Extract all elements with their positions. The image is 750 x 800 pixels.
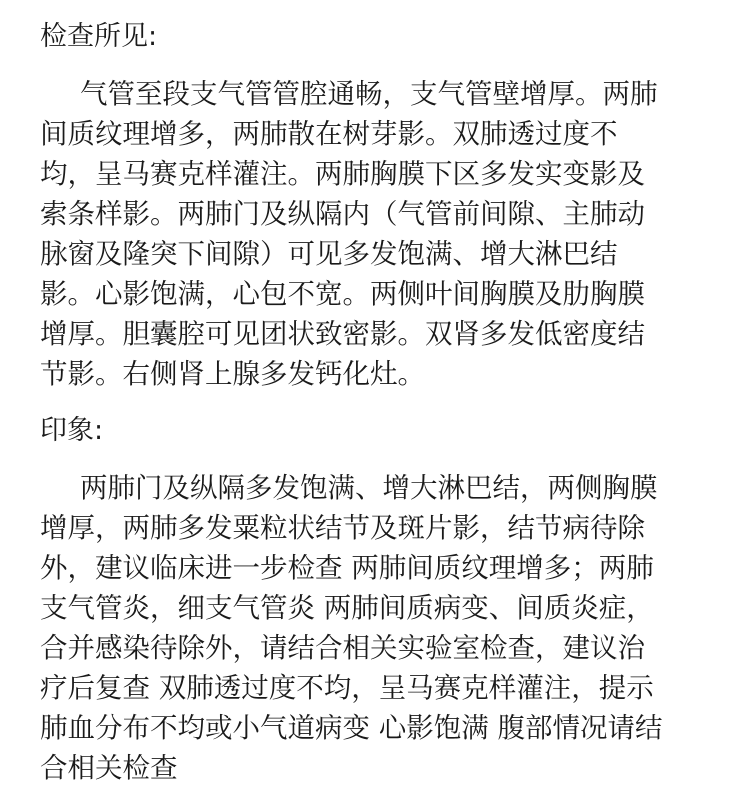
findings-text (40, 74, 720, 394)
impression-line: 支气管炎，细支气管炎 两肺间质病变、间质炎症， (40, 592, 654, 624)
findings-line: 脉窗及隆突下间隙）可见多发饱满、增大淋巴结 (40, 238, 618, 270)
impression-heading: 印象: (40, 415, 104, 446)
findings-heading: 检查所见: (40, 21, 158, 52)
impression-line: 增厚，两肺多发粟粒状结节及斑片影，结节病待除 (40, 512, 645, 544)
findings-line: 均，呈马赛克样灌注。两肺胸膜下区多发实变影及 (40, 158, 645, 190)
findings-line: 节影。右侧肾上腺多发钙化灶。 (40, 358, 425, 390)
radiology-report (40, 18, 720, 788)
impression-line: 两肺门及纵隔多发饱满、增大淋巴结，两侧胸膜 (80, 472, 658, 504)
findings-line: 增厚。胆囊腔可见团状致密影。双肾多发低密度结 (40, 318, 645, 350)
impression-line: 合相关检查 (40, 752, 178, 784)
impression-line: 外，建议临床进一步检查 两肺间质纹理增多；两肺 (40, 552, 654, 584)
impression-line: 合并感染待除外，请结合相关实验室检查，建议治 (40, 632, 645, 664)
findings-line: 影。心影饱满，心包不宽。两侧叶间胸膜及肋胸膜 (40, 278, 645, 310)
findings-line: 气管至段支气管管腔通畅，支气管壁增厚。两肺 (80, 78, 658, 110)
impression-text (40, 468, 720, 788)
impression-line: 疗后复查 双肺透过度不均，呈马赛克样灌注，提示 (40, 672, 654, 704)
impression-line: 肺血分布不均或小气道病变 心影饱满 腹部情况请结 (40, 712, 663, 744)
findings-line: 索条样影。两肺门及纵隔内（气管前间隙、主肺动 (40, 198, 645, 230)
findings-line: 间质纹理增多，两肺散在树芽影。双肺透过度不 (40, 118, 618, 150)
